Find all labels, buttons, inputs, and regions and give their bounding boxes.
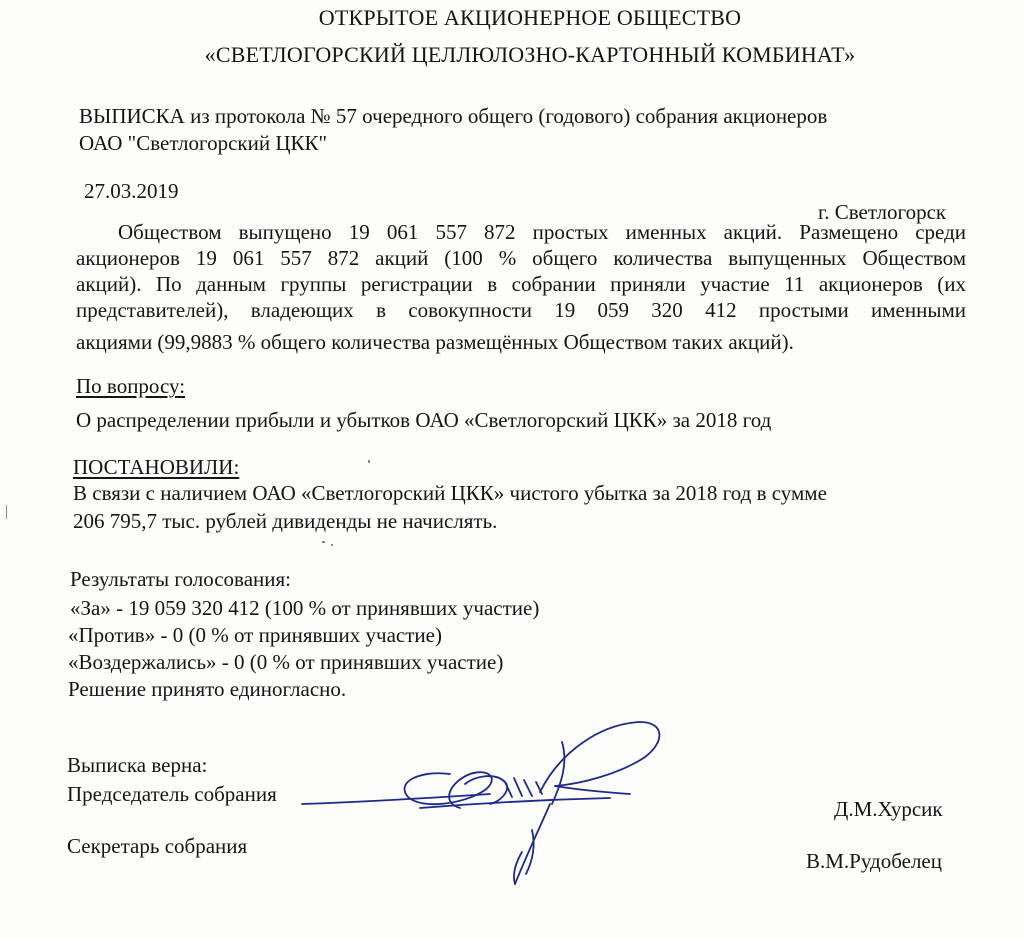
voting-abstained: «Воздержались» - 0 (0 % от принявших участие) — [68, 650, 504, 674]
question-text: О распределении прибыли и убытков ОАО «Светлогорский ЦКК» за 2018 год — [76, 408, 772, 432]
paragraph-line-4: представителей), владеющих в совокупности 19 059 320 412 простыми именными — [76, 298, 966, 322]
resolved-line1: В связи с наличием ОАО «Светлогорский ЦКК» чистого убытка за 2018 год в сумме — [73, 481, 827, 505]
voting-for: «За» - 19 059 320 412 (100 % от принявших участие) — [70, 596, 540, 620]
chairman-label: Председатель собрания — [67, 782, 277, 806]
voting-against: «Против» - 0 (0 % от принявших участие) — [68, 623, 442, 647]
secretary-label: Секретарь собрания — [67, 834, 248, 858]
paragraph-line-3: акций). По данным группы регистрации в собрании приняли участие 11 акционеров (их — [76, 272, 966, 296]
paragraph-line-5: акциями (99,9883 % общего количества размещённых Обществом таких акций). — [76, 330, 794, 354]
title-line2: ОАО "Светлогорский ЦКК" — [79, 131, 328, 155]
certified-label: Выписка верна: — [67, 753, 208, 777]
voting-decision: Решение принято единогласно. — [68, 677, 347, 701]
org-name-line1: ОТКРЫТОЕ АКЦИОНЕРНОЕ ОБЩЕСТВО — [318, 5, 742, 30]
org-name-line2: «СВЕТЛОГОРСКИЙ ЦЕЛЛЮЛОЗНО-КАРТОННЫЙ КОМБИНАТ» — [204, 42, 856, 67]
paper-speck — [6, 505, 7, 519]
paragraph-line-2: акционеров 19 061 557 872 акций (100 % общего количества выпущенных Обществом — [76, 246, 966, 270]
paper-speck — [368, 460, 370, 463]
chairman-name: Д.М.Хурсик — [834, 797, 943, 821]
voting-label: Результаты голосования: — [70, 567, 291, 591]
paragraph-line-1: Обществом выпущено 19 061 557 872 простых именных акций. Размещено среди — [118, 220, 966, 244]
resolved-line2: 206 795,7 тыс. рублей дивиденды не начислять. — [73, 509, 498, 533]
paper-speck — [322, 541, 325, 543]
document-city: г. Светлогорск — [818, 200, 947, 224]
title-line1: ВЫПИСКА из протокола № 57 очередного общего (годового) собрания акционеров — [79, 104, 828, 128]
resolved-label: ПОСТАНОВИЛИ: — [73, 455, 240, 479]
document-date: 27.03.2019 — [84, 179, 179, 203]
secretary-name: В.М.Рудобелец — [806, 849, 942, 873]
handwritten-signature — [300, 712, 680, 897]
paper-speck — [331, 544, 333, 546]
question-label: По вопросу: — [76, 374, 186, 398]
